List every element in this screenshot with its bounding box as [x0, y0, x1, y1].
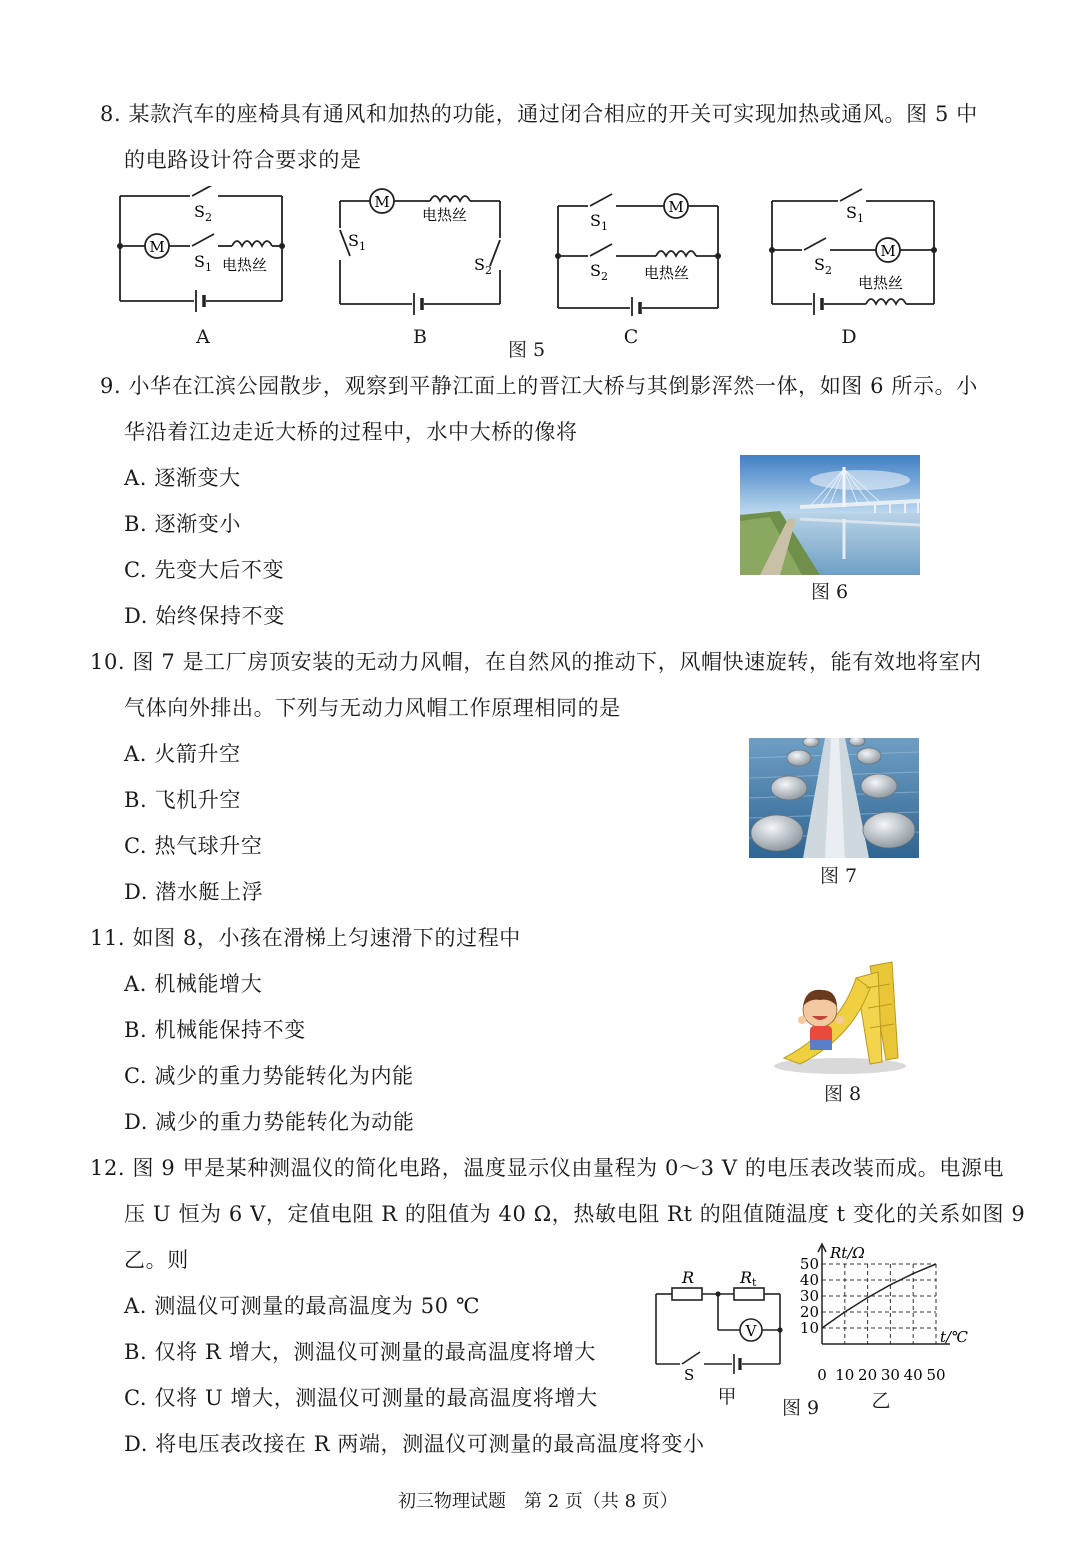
svg-text:电热丝: 电热丝	[222, 256, 268, 274]
svg-text:t: t	[752, 1276, 757, 1289]
q10-option-b: B. 飞机升空	[124, 788, 241, 812]
circuit-d	[762, 186, 947, 316]
chart-ylabel: Rt/Ω	[830, 1244, 865, 1262]
svg-text:电热丝: 电热丝	[858, 274, 904, 292]
q12-line2: 压 U 恒为 6 V，定值电阻 R 的阻值为 40 Ω，热敏电阻 Rt 的阻值随温度 t 变化的关系如图 9	[124, 1202, 1026, 1226]
svg-text:1: 1	[857, 212, 864, 225]
chart-y-tick-label: 50	[799, 1255, 819, 1273]
figure-7-caption: 图 7	[820, 865, 858, 887]
circuit-c-label: C	[623, 326, 639, 348]
svg-text:电热丝: 电热丝	[422, 206, 468, 224]
svg-text:2: 2	[485, 264, 492, 277]
q12-option-a: A. 测温仪可测量的最高温度为 50 ℃	[124, 1294, 481, 1318]
svg-text:S: S	[846, 203, 857, 222]
chart-x-tick-label: 40	[903, 1366, 923, 1384]
chart-y-tick-label: 20	[799, 1303, 819, 1321]
svg-text:1: 1	[205, 261, 212, 274]
chart-x-tick-label: 10	[835, 1366, 855, 1384]
circuit-b	[330, 186, 510, 316]
svg-text:S: S	[194, 202, 205, 221]
circuit-jia-label: 甲	[717, 1386, 737, 1408]
circuit-c	[548, 186, 728, 316]
chart-xlabel: t/℃	[940, 1328, 968, 1346]
figure-6-caption: 图 6	[811, 581, 849, 603]
svg-text:M: M	[668, 198, 684, 216]
q9-line1: 9. 小华在江滨公园散步，观察到平静江面上的晋江大桥与其倒影浑然一体，如图 6 所示。小	[100, 374, 978, 398]
svg-text:V: V	[745, 1322, 757, 1340]
q10-line1: 10. 图 7 是工厂房顶安装的无动力风帽，在自然风的推动下，风帽快速旋转，能有效地将室内	[90, 650, 982, 674]
q9-line2: 华沿着江边走近大桥的过程中，水中大桥的像将	[124, 420, 578, 444]
svg-text:电热丝: 电热丝	[644, 264, 690, 282]
q8-line2: 的电路设计符合要求的是	[124, 148, 362, 172]
svg-text:2: 2	[601, 270, 608, 283]
q12-option-b: B. 仅将 R 增大，测温仪可测量的最高温度将增大	[124, 1340, 596, 1364]
svg-text:M: M	[374, 193, 390, 211]
chart-yi-label: 乙	[871, 1390, 891, 1412]
svg-text:S: S	[684, 1366, 695, 1382]
q12-option-c: C. 仅将 U 增大，测温仪可测量的最高温度将增大	[124, 1386, 598, 1410]
svg-text:S: S	[814, 255, 825, 274]
svg-text:M: M	[149, 238, 165, 256]
q9-option-c: C. 先变大后不变	[124, 558, 285, 582]
bridge-photo	[740, 455, 920, 575]
q12-line1: 12. 图 9 甲是某种测温仪的简化电路，温度显示仪由量程为 0～3 V 的电压表改装而成。电源电	[90, 1156, 1005, 1180]
q11-option-a: A. 机械能增大	[124, 972, 263, 996]
figure-5-caption: 图 5	[508, 339, 546, 361]
svg-text:R: R	[740, 1268, 753, 1287]
figure-8-caption: 图 8	[824, 1083, 862, 1105]
svg-text:1: 1	[601, 220, 608, 233]
svg-text:2: 2	[825, 264, 832, 277]
page-footer: 初三物理试题 第 2 页（共 8 页）	[398, 1491, 678, 1512]
q10-option-a: A. 火箭升空	[124, 742, 241, 766]
figure-9-caption: 图 9	[782, 1397, 820, 1419]
q12-option-d: D. 将电压表改接在 R 两端，测温仪可测量的最高温度将变小	[124, 1432, 705, 1456]
chart-y-tick-label: 40	[799, 1271, 819, 1289]
roof-ventilator-photo	[749, 738, 919, 858]
svg-text:1: 1	[359, 240, 366, 253]
svg-text:S: S	[590, 211, 601, 230]
q9-option-d: D. 始终保持不变	[124, 604, 285, 628]
q11-option-b: B. 机械能保持不变	[124, 1018, 306, 1042]
chart-x-tick-label: 50	[926, 1366, 946, 1384]
circuit-a	[110, 186, 300, 316]
thermometer-circuit	[648, 1262, 798, 1382]
svg-text:S: S	[590, 261, 601, 280]
svg-text:2: 2	[205, 211, 212, 224]
circuit-a-label: A	[196, 326, 210, 348]
q9-option-b: B. 逐渐变小	[124, 512, 241, 536]
chart-x-tick-label: 0	[817, 1366, 827, 1384]
slide-illustration	[770, 958, 910, 1076]
chart-y-tick-label: 30	[799, 1287, 819, 1305]
q10-option-c: C. 热气球升空	[124, 834, 263, 858]
svg-text:R: R	[682, 1268, 695, 1287]
svg-text:M: M	[880, 242, 896, 260]
q12-line3: 乙。则	[124, 1248, 189, 1272]
q11-option-c: C. 减少的重力势能转化为内能	[124, 1064, 414, 1088]
q11-option-d: D. 减少的重力势能转化为动能	[124, 1110, 415, 1134]
q9-option-a: A. 逐渐变大	[124, 466, 241, 490]
svg-text:S: S	[194, 252, 205, 271]
chart-y-tick-label: 10	[799, 1319, 819, 1337]
q8-line1: 8. 某款汽车的座椅具有通风和加热的功能，通过闭合相应的开关可实现加热或通风。图 5 中	[100, 102, 978, 126]
q10-line2: 气体向外排出。下列与无动力风帽工作原理相同的是	[124, 696, 621, 720]
chart-x-tick-label: 20	[858, 1366, 878, 1384]
q10-option-d: D. 潜水艇上浮	[124, 880, 264, 904]
chart-x-tick-label: 30	[880, 1366, 900, 1384]
svg-text:S: S	[348, 231, 359, 250]
svg-text:S: S	[474, 255, 485, 274]
circuit-d-label: D	[841, 326, 857, 348]
circuit-b-label: B	[413, 326, 427, 348]
rt-temperature-chart	[790, 1240, 980, 1390]
q11-line1: 11. 如图 8，小孩在滑梯上匀速滑下的过程中	[90, 926, 521, 950]
